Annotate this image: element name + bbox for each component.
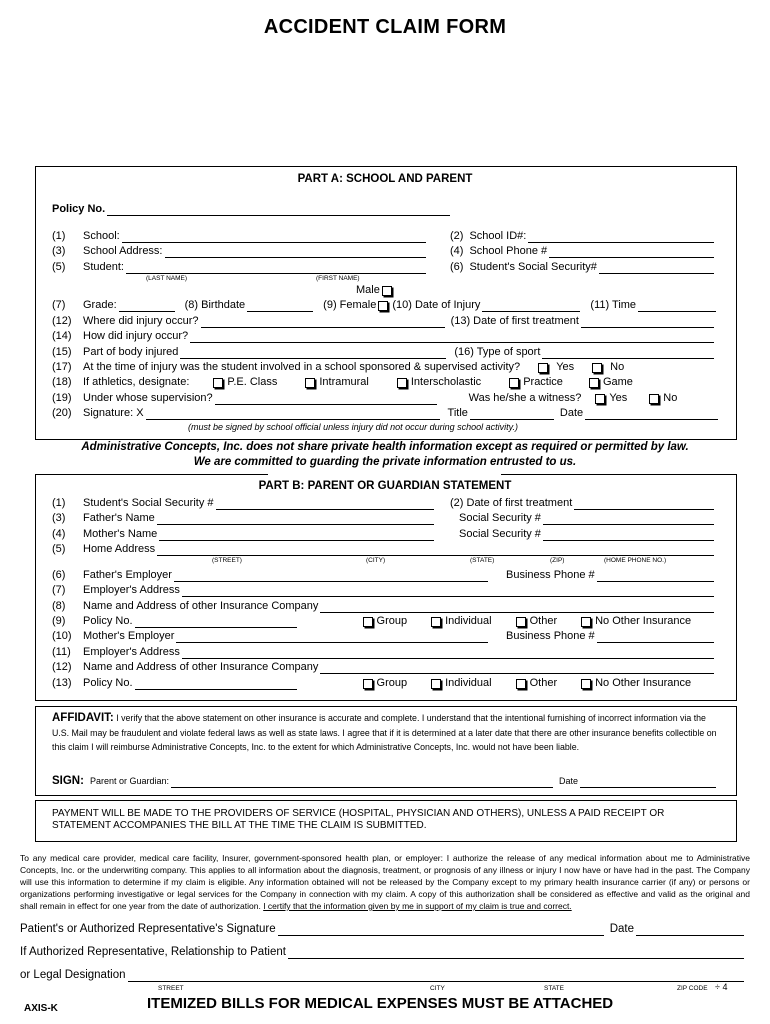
father-employer-label: Father's Employer bbox=[83, 569, 172, 581]
legal-designation-row bbox=[20, 969, 746, 982]
patient-date-field[interactable] bbox=[636, 925, 744, 936]
home-address-field[interactable] bbox=[157, 545, 714, 556]
other-label: Other bbox=[529, 615, 558, 627]
witness-yes-checkbox[interactable] bbox=[595, 394, 605, 404]
part-b-header: PART B: PARENT OR GUARDIAN STATEMENT bbox=[258, 480, 512, 492]
pe-class-checkbox[interactable] bbox=[213, 378, 223, 388]
body-part-field[interactable] bbox=[180, 348, 446, 359]
item-number: (20) bbox=[52, 407, 72, 419]
other-checkbox-1[interactable] bbox=[516, 617, 526, 627]
injury-how-label: How did injury occur? bbox=[83, 330, 189, 342]
employer-address-label: Employer's Address bbox=[83, 584, 180, 596]
no-other-insurance-checkbox-1[interactable] bbox=[581, 617, 591, 627]
individual-label: Individual bbox=[445, 677, 492, 689]
female-label: (9) Female bbox=[323, 299, 377, 311]
mother-employer-address-row bbox=[52, 646, 716, 659]
other-insurance-label: Name and Address of other Insurance Company bbox=[83, 661, 319, 673]
home-address-label: Home Address bbox=[83, 543, 156, 555]
sport-type-label: (16) Type of sport bbox=[454, 346, 541, 358]
item-number: (19) bbox=[52, 392, 72, 404]
date-label: Date bbox=[559, 407, 584, 419]
affidavit-sign-row bbox=[52, 775, 718, 788]
father-employer-address-field[interactable] bbox=[182, 586, 714, 597]
time-field[interactable] bbox=[638, 301, 716, 312]
item-number: (6) bbox=[52, 569, 66, 581]
school-address-label: School Address: bbox=[83, 245, 163, 257]
injury-how-field[interactable] bbox=[190, 332, 714, 343]
item-number: (12) bbox=[52, 661, 72, 673]
pb-first-treatment-row bbox=[450, 497, 716, 510]
other-checkbox-2[interactable] bbox=[516, 679, 526, 689]
no-other-insurance-label: No Other Insurance bbox=[595, 615, 692, 627]
supervised-yes-checkbox[interactable] bbox=[538, 363, 548, 373]
father-ssn-row bbox=[459, 512, 716, 525]
item-number: (12) bbox=[52, 315, 72, 327]
student-ssn-label: Student's Social Security# bbox=[469, 261, 597, 273]
witness-no-checkbox[interactable] bbox=[649, 394, 659, 404]
policy-no-label: Policy No. bbox=[83, 677, 133, 689]
mother-ssn-label: Social Security # bbox=[459, 528, 541, 540]
item-number: (2) bbox=[450, 230, 464, 242]
patient-signature-field[interactable] bbox=[278, 925, 604, 936]
part-b-top-rule-left bbox=[35, 474, 268, 475]
item-number: (4) bbox=[450, 245, 464, 257]
relationship-label: If Authorized Representative, Relationship to Patient bbox=[20, 946, 286, 958]
grade-row bbox=[52, 299, 718, 312]
other-insurance-row-2 bbox=[52, 661, 716, 674]
zip-caption: ZIP CODE bbox=[677, 985, 708, 992]
policy-row-2 bbox=[52, 677, 720, 690]
individual-label: Individual bbox=[445, 615, 492, 627]
father-employer-row bbox=[52, 569, 490, 582]
mother-name-row bbox=[52, 528, 436, 541]
signature-field[interactable] bbox=[146, 409, 440, 420]
policy-no-field-2[interactable] bbox=[135, 679, 297, 690]
male-label: Male bbox=[356, 284, 380, 296]
athletics-label: If athletics, designate: bbox=[83, 376, 190, 388]
student-label: Student: bbox=[83, 261, 124, 273]
itemized-bills-banner: ITEMIZED BILLS FOR MEDICAL EXPENSES MUST BE ATTACHED bbox=[147, 995, 614, 1012]
part-a-header: PART A: SCHOOL AND PARENT bbox=[297, 173, 473, 185]
pb-first-treatment-label: (2) Date of first treatment bbox=[450, 497, 573, 509]
home-phone-caption: (HOME PHONE NO.) bbox=[604, 557, 667, 564]
street-caption: STREET bbox=[158, 985, 184, 992]
item-number: (8) bbox=[52, 600, 66, 612]
game-label: Game bbox=[602, 376, 633, 388]
legal-designation-label: or Legal Designation bbox=[20, 969, 126, 981]
father-name-row bbox=[52, 512, 436, 525]
injury-location-field[interactable] bbox=[201, 317, 445, 328]
patient-signature-label: Patient's or Authorized Representative's Signature bbox=[20, 923, 276, 935]
student-ssn-row bbox=[450, 261, 716, 274]
form-title: ACCIDENT CLAIM FORM bbox=[263, 16, 507, 38]
other-label: Other bbox=[529, 677, 558, 689]
other-insurance-row-1 bbox=[52, 600, 716, 613]
other-insurance-field-1[interactable] bbox=[320, 602, 714, 613]
pb-student-ssn-row bbox=[52, 497, 436, 510]
father-employer-address-row bbox=[52, 584, 716, 597]
first-treatment-field[interactable] bbox=[581, 317, 714, 328]
mother-name-label: Mother's Name bbox=[83, 528, 158, 540]
item-number: (6) bbox=[450, 261, 464, 273]
affidavit-text bbox=[52, 711, 722, 755]
signature-row bbox=[52, 407, 720, 420]
practice-label: Practice bbox=[523, 376, 563, 388]
first-treatment-label: (13) Date of first treatment bbox=[450, 315, 579, 327]
father-name-field[interactable] bbox=[157, 514, 434, 525]
title-label: Title bbox=[447, 407, 468, 419]
patient-signature-row bbox=[20, 923, 746, 936]
individual-checkbox-1[interactable] bbox=[431, 617, 441, 627]
date-field[interactable] bbox=[585, 409, 718, 420]
mother-name-field[interactable] bbox=[159, 530, 434, 541]
sign-label: SIGN: bbox=[52, 775, 84, 787]
school-phone-field[interactable] bbox=[549, 247, 714, 258]
intramural-checkbox[interactable] bbox=[305, 378, 315, 388]
group-label: Group bbox=[376, 677, 408, 689]
group-checkbox-2[interactable] bbox=[363, 679, 373, 689]
item-number: (14) bbox=[52, 330, 72, 342]
item-number: (7) bbox=[52, 299, 66, 311]
supervision-label: Under whose supervision? bbox=[83, 392, 213, 404]
no-other-insurance-label: No Other Insurance bbox=[595, 677, 692, 689]
page-marker: ÷ 4 bbox=[715, 982, 728, 992]
signature-label: Signature: X bbox=[83, 407, 144, 419]
policy-no-field-1[interactable] bbox=[135, 617, 297, 628]
witness-label: Was he/she a witness? bbox=[468, 392, 582, 404]
item-number: (17) bbox=[52, 361, 72, 373]
group-label: Group bbox=[376, 615, 408, 627]
item-number: (18) bbox=[52, 376, 72, 388]
street-caption: (STREET) bbox=[212, 557, 242, 564]
birthdate-field[interactable] bbox=[247, 301, 313, 312]
supervised-no-checkbox[interactable] bbox=[592, 363, 602, 373]
certification-statement: I certify that the information given by me in support of my claim is true and correct. bbox=[263, 901, 572, 911]
male-option[interactable] bbox=[356, 284, 396, 297]
pb-student-ssn-label: Student's Social Security # bbox=[83, 497, 214, 509]
mother-employer-label: Mother's Employer bbox=[83, 630, 175, 642]
supervised-row bbox=[52, 361, 722, 374]
father-ssn-field[interactable] bbox=[543, 514, 714, 525]
item-number: (3) bbox=[52, 512, 66, 524]
supervised-label: At the time of injury was the student involved in a school sponsored & supervised activity? bbox=[83, 361, 521, 373]
parent-guardian-label: Parent or Guardian: bbox=[89, 776, 169, 786]
city-caption: CITY bbox=[430, 985, 445, 992]
school-id-row bbox=[450, 230, 716, 243]
pe-class-label: P.E. Class bbox=[227, 376, 278, 388]
business-phone-label: Business Phone # bbox=[506, 630, 595, 642]
father-business-phone-row bbox=[506, 569, 716, 582]
item-number: (9) bbox=[52, 615, 66, 627]
item-number: (1) bbox=[52, 497, 66, 509]
no-label: No bbox=[610, 361, 625, 373]
no-label: No bbox=[663, 392, 678, 404]
supervision-row bbox=[52, 392, 722, 405]
policy-row bbox=[52, 203, 452, 216]
pb-student-ssn-field[interactable] bbox=[216, 499, 434, 510]
item-number: (15) bbox=[52, 346, 72, 358]
male-checkbox[interactable] bbox=[382, 286, 392, 296]
body-part-row bbox=[52, 346, 716, 359]
father-business-phone-field[interactable] bbox=[597, 571, 714, 582]
form-code: AXIS-K bbox=[24, 1003, 58, 1014]
last-name-caption: (LAST NAME) bbox=[146, 275, 188, 282]
legal-designation-field[interactable] bbox=[128, 971, 745, 982]
mother-business-phone-row bbox=[506, 630, 716, 643]
home-address-row bbox=[52, 543, 716, 556]
mother-employer-address-field[interactable] bbox=[182, 648, 714, 659]
student-ssn-field[interactable] bbox=[599, 263, 714, 274]
affidavit-date-field[interactable] bbox=[580, 777, 716, 788]
mother-ssn-field[interactable] bbox=[543, 530, 714, 541]
time-label: (11) Time bbox=[590, 299, 637, 311]
school-address-row bbox=[52, 245, 428, 258]
injury-date-label: (10) Date of Injury bbox=[392, 299, 481, 311]
first-name-caption: (FIRST NAME) bbox=[316, 275, 360, 282]
interscholastic-checkbox[interactable] bbox=[397, 378, 407, 388]
interscholastic-label: Interscholastic bbox=[410, 376, 482, 388]
authorization-text bbox=[20, 852, 750, 912]
father-employer-field[interactable] bbox=[174, 571, 488, 582]
mother-employer-field[interactable] bbox=[176, 632, 488, 643]
school-id-label: School ID#: bbox=[469, 230, 527, 242]
school-phone-label: School Phone # bbox=[469, 245, 548, 257]
item-number: (4) bbox=[52, 528, 66, 540]
mother-business-phone-field[interactable] bbox=[597, 632, 714, 643]
parent-guardian-signature-field[interactable] bbox=[171, 777, 553, 788]
mother-ssn-row bbox=[459, 528, 716, 541]
student-row bbox=[52, 261, 428, 274]
grade-label: Grade: bbox=[83, 299, 117, 311]
school-address-field[interactable] bbox=[165, 247, 427, 258]
zip-caption: (ZIP) bbox=[550, 557, 565, 564]
injury-location-label: Where did injury occur? bbox=[83, 315, 199, 327]
relationship-row bbox=[20, 946, 746, 959]
injury-date-field[interactable] bbox=[482, 301, 580, 312]
female-checkbox[interactable] bbox=[378, 301, 388, 311]
policy-label: Policy No. bbox=[52, 203, 106, 215]
yes-label: Yes bbox=[609, 392, 628, 404]
father-ssn-label: Social Security # bbox=[459, 512, 541, 524]
no-other-insurance-checkbox-2[interactable] bbox=[581, 679, 591, 689]
item-number: (13) bbox=[52, 677, 72, 689]
privacy-line-2: We are committed to guarding the private information entrusted to us. bbox=[193, 456, 577, 468]
school-label: School: bbox=[83, 230, 120, 242]
school-phone-row bbox=[450, 245, 716, 258]
injury-how-row bbox=[52, 330, 716, 343]
item-number: (10) bbox=[52, 630, 72, 642]
part-b-top-rule-right bbox=[501, 474, 736, 475]
father-name-label: Father's Name bbox=[83, 512, 155, 524]
other-insurance-field-2[interactable] bbox=[320, 663, 714, 674]
city-caption: (CITY) bbox=[366, 557, 386, 564]
other-insurance-label: Name and Address of other Insurance Company bbox=[83, 600, 319, 612]
item-number: (5) bbox=[52, 261, 66, 273]
title-field[interactable] bbox=[470, 409, 554, 420]
sport-type-field[interactable] bbox=[542, 348, 714, 359]
athletics-row bbox=[52, 376, 722, 389]
affidavit-label: AFFIDAVIT: bbox=[52, 712, 114, 724]
policy-no-label: Policy No. bbox=[83, 615, 133, 627]
authorization-body: To any medical care provider, medical care facility, Insurer, government-sponsored health plan, or employer: I authorize the release of any medical information about me to Administrative Concepts, Inc. or the underwriting company. This applies to all information about the diagnosis, treatment, or prognosis of any illness or injury I now have or have had in the past. The Company will use this information to determine if my claim is eligible. Any information obtained will not be released by the Company except to my primary health insurance carrier (if any) or persons or organizations performing investigative or legal services for the Company in connection with my claim. A copy of this authorization shall be considered as effective and valid as the original and shall remain in effect for one year from the date of authorization. bbox=[20, 853, 750, 911]
item-number: (3) bbox=[52, 245, 66, 257]
school-field[interactable] bbox=[122, 232, 426, 243]
game-checkbox[interactable] bbox=[589, 378, 599, 388]
birthdate-label: (8) Birthdate bbox=[184, 299, 246, 311]
payment-notice: PAYMENT WILL BE MADE TO THE PROVIDERS OF SERVICE (HOSPITAL, PHYSICIAN AND OTHERS), UNLESS A PAID RECEIPT OR STATEMENT ACCOMPANIES THE BILL AT THE TIME THE CLAIM IS SUBMITTED. bbox=[52, 808, 665, 831]
school-id-field[interactable] bbox=[528, 232, 714, 243]
item-number: (11) bbox=[52, 646, 71, 658]
supervision-field[interactable] bbox=[215, 394, 437, 405]
intramural-label: Intramural bbox=[319, 376, 369, 388]
state-caption: STATE bbox=[544, 985, 564, 992]
item-number: (7) bbox=[52, 584, 66, 596]
affidavit-body: I verify that the above statement on other insurance is accurate and complete. I understand that the intentional furnishing of incorrect information via the U.S. Mail may be fraudulent and violate federal laws as well as state laws. I agree that if it is determined at a later date that there are other insurance benefits collectible on this claim I will reimburse Administrative Concepts, Inc. to the extent for which Administrative Concepts, Inc. would not have been liable. bbox=[52, 713, 717, 752]
business-phone-label: Business Phone # bbox=[506, 569, 595, 581]
state-caption: (STATE) bbox=[470, 557, 495, 564]
employer-address-label: Employer's Address bbox=[83, 646, 180, 658]
yes-label: Yes bbox=[556, 361, 575, 373]
practice-checkbox[interactable] bbox=[509, 378, 519, 388]
policy-field[interactable] bbox=[107, 205, 450, 216]
relationship-field[interactable] bbox=[288, 948, 744, 959]
group-checkbox-1[interactable] bbox=[363, 617, 373, 627]
injury-location-row bbox=[52, 315, 716, 328]
patient-date-label: Date bbox=[609, 923, 634, 935]
policy-row-1 bbox=[52, 615, 720, 628]
mother-employer-row bbox=[52, 630, 490, 643]
item-number: (1) bbox=[52, 230, 66, 242]
signature-note: (must be signed by school official unless injury did not occur during school activity.) bbox=[188, 422, 518, 432]
individual-checkbox-2[interactable] bbox=[431, 679, 441, 689]
pb-first-treatment-field[interactable] bbox=[574, 499, 714, 510]
school-row bbox=[52, 230, 428, 243]
grade-field[interactable] bbox=[119, 301, 175, 312]
privacy-line-1: Administrative Concepts, Inc. does not share private health information except as required or permitted by law. bbox=[81, 441, 689, 453]
body-part-label: Part of body injured bbox=[83, 346, 179, 358]
item-number: (5) bbox=[52, 543, 66, 555]
student-field[interactable] bbox=[126, 263, 426, 274]
affidavit-date-label: Date bbox=[558, 776, 578, 786]
